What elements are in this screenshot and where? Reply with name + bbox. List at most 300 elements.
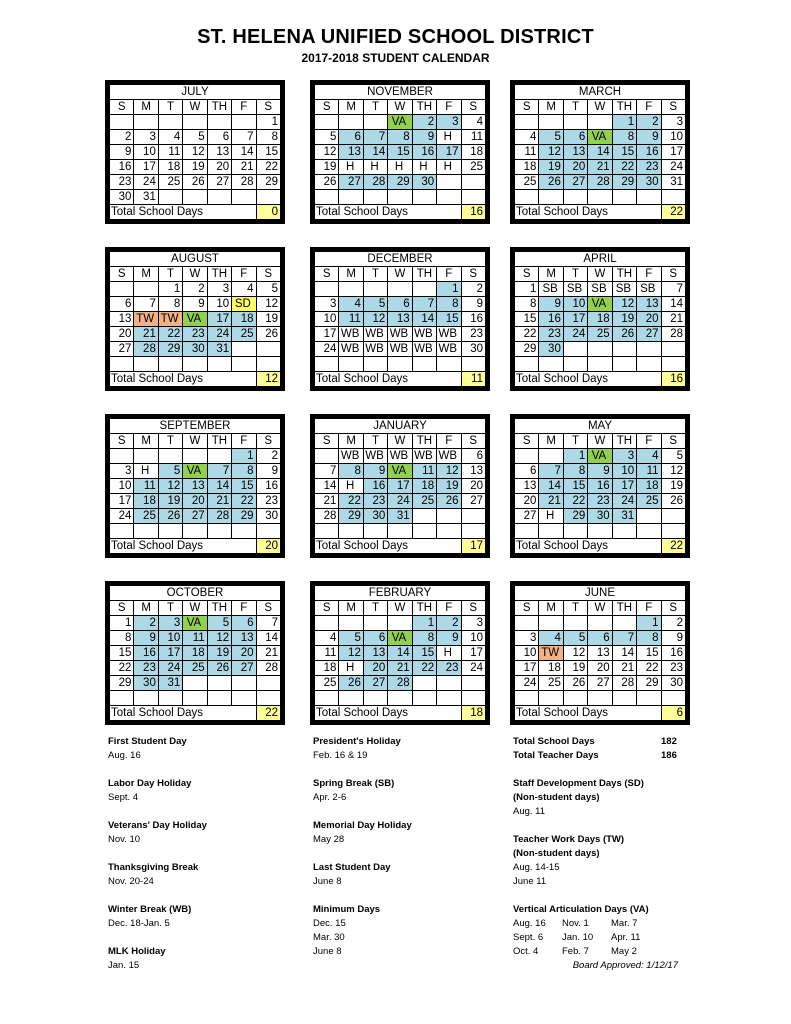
day-cell: 27 (183, 509, 207, 524)
day-cell: WB (412, 342, 436, 357)
day-cell (637, 691, 661, 706)
day-cell (134, 357, 158, 372)
day-cell (315, 282, 339, 297)
note-block (313, 861, 493, 889)
month-name: NOVEMBER (315, 85, 486, 100)
day-cell: 24 (563, 327, 587, 342)
day-of-week-header: S (315, 434, 339, 449)
day-of-week-header: T (158, 267, 182, 282)
day-cell: 29 (388, 175, 412, 190)
day-cell: 9 (412, 130, 436, 145)
day-cell: 14 (315, 479, 339, 494)
day-cell: 26 (563, 676, 587, 691)
day-cell (661, 342, 685, 357)
day-cell: 27 (588, 676, 612, 691)
day-cell: 26 (612, 327, 636, 342)
day-cell (388, 691, 412, 706)
day-cell: 17 (515, 661, 539, 676)
day-of-week-header: S (315, 100, 339, 115)
day-cell: VA (388, 631, 412, 646)
day-cell (315, 190, 339, 205)
tw-title: Teacher Work Days (TW) (513, 834, 625, 845)
day-cell: 20 (637, 312, 661, 327)
note-title: MLK Holiday (108, 946, 166, 957)
day-cell: 22 (637, 661, 661, 676)
day-cell (539, 524, 563, 539)
month-august (105, 247, 285, 391)
day-cell (437, 676, 461, 691)
day-cell: 9 (437, 631, 461, 646)
day-cell (637, 509, 661, 524)
total-school-days-value: 16 (461, 205, 485, 220)
day-cell (661, 691, 685, 706)
day-cell: 14 (256, 631, 280, 646)
day-cell: 24 (461, 661, 485, 676)
day-cell: 29 (563, 509, 587, 524)
day-cell: 22 (158, 327, 182, 342)
day-of-week-header: F (437, 434, 461, 449)
day-cell: 24 (134, 175, 158, 190)
day-cell (461, 357, 485, 372)
day-cell: 22 (612, 160, 636, 175)
va-date: Jan. 10 (562, 932, 594, 943)
day-cell: 5 (256, 282, 280, 297)
day-cell: 6 (207, 130, 231, 145)
day-cell: 29 (339, 509, 363, 524)
day-of-week-header: W (183, 100, 207, 115)
day-cell (661, 509, 685, 524)
month-name: AUGUST (110, 252, 281, 267)
day-cell: 22 (412, 661, 436, 676)
month-name: SEPTEMBER (110, 419, 281, 434)
day-cell: 2 (256, 449, 280, 464)
day-of-week-header: M (539, 267, 563, 282)
day-cell: 7 (539, 464, 563, 479)
day-cell: 10 (515, 646, 539, 661)
day-cell (232, 357, 256, 372)
day-cell (563, 342, 587, 357)
day-cell (515, 524, 539, 539)
day-cell: 30 (539, 342, 563, 357)
note-date: Sept. 4 (108, 792, 139, 803)
day-cell: 6 (515, 464, 539, 479)
day-of-week-header: TH (612, 267, 636, 282)
day-of-week-header: M (134, 601, 158, 616)
day-cell (339, 357, 363, 372)
day-cell: 22 (339, 494, 363, 509)
month-march (510, 80, 690, 224)
note-block (313, 819, 493, 847)
day-cell (134, 524, 158, 539)
day-cell: 26 (207, 661, 231, 676)
day-of-week-header: F (232, 601, 256, 616)
day-cell (363, 282, 387, 297)
day-cell: 15 (437, 312, 461, 327)
day-cell: 30 (134, 676, 158, 691)
day-cell: 17 (461, 646, 485, 661)
day-cell (315, 616, 339, 631)
day-cell: 29 (232, 509, 256, 524)
day-cell (563, 524, 587, 539)
day-of-week-header: F (437, 267, 461, 282)
day-cell (363, 524, 387, 539)
total-school-days-label: Total School Days (315, 706, 462, 721)
month-november (310, 80, 490, 224)
total-school-days-value: 22 (661, 205, 685, 220)
day-cell (183, 676, 207, 691)
day-cell: 16 (539, 312, 563, 327)
day-cell: 18 (134, 494, 158, 509)
day-cell (388, 190, 412, 205)
day-cell: 9 (256, 464, 280, 479)
day-cell: 28 (388, 676, 412, 691)
day-cell: WB (437, 449, 461, 464)
tw-date: June 11 (513, 876, 547, 887)
day-cell: 19 (437, 479, 461, 494)
day-cell: 9 (134, 631, 158, 646)
day-cell: WB (339, 449, 363, 464)
notes-column-1 (108, 735, 288, 987)
day-cell (637, 190, 661, 205)
note-block (313, 777, 493, 805)
day-cell: 4 (539, 631, 563, 646)
tw-date: Aug. 14-15 (513, 862, 560, 873)
day-cell: 1 (232, 449, 256, 464)
day-cell: 9 (588, 464, 612, 479)
tw-subtitle: (Non-student days) (513, 848, 600, 859)
day-cell: 17 (563, 312, 587, 327)
day-cell: H (134, 464, 158, 479)
day-cell: 22 (563, 494, 587, 509)
total-school-days-value: 16 (661, 372, 685, 387)
day-of-week-header: F (637, 434, 661, 449)
note-date: Mar. 30 (313, 932, 345, 943)
day-cell: 28 (612, 676, 636, 691)
day-cell: 27 (563, 175, 587, 190)
day-cell: 21 (388, 661, 412, 676)
day-cell: 18 (539, 661, 563, 676)
day-cell: 27 (339, 175, 363, 190)
day-cell: 13 (183, 479, 207, 494)
day-cell: SB (612, 282, 636, 297)
day-cell: H (437, 130, 461, 145)
day-cell: H (363, 160, 387, 175)
day-cell: 16 (256, 479, 280, 494)
day-cell: 12 (437, 464, 461, 479)
day-cell (588, 524, 612, 539)
day-cell: 28 (256, 661, 280, 676)
day-cell (363, 691, 387, 706)
day-cell: 21 (256, 646, 280, 661)
day-cell: 9 (110, 145, 134, 160)
day-of-week-header: S (256, 267, 280, 282)
day-cell: 21 (232, 160, 256, 175)
day-cell: 3 (110, 464, 134, 479)
day-cell: 23 (661, 661, 685, 676)
day-cell: 31 (158, 676, 182, 691)
day-cell: 7 (661, 282, 685, 297)
day-cell: 7 (612, 631, 636, 646)
day-cell: 1 (437, 282, 461, 297)
day-cell: WB (388, 327, 412, 342)
day-cell: 21 (134, 327, 158, 342)
day-cell: 27 (207, 175, 231, 190)
day-of-week-header: W (388, 267, 412, 282)
day-cell: 8 (612, 130, 636, 145)
day-cell: 11 (637, 464, 661, 479)
month-october (105, 581, 285, 725)
day-of-week-header: TH (612, 434, 636, 449)
day-cell: 20 (461, 479, 485, 494)
day-cell (158, 357, 182, 372)
day-cell (256, 691, 280, 706)
day-cell: 4 (515, 130, 539, 145)
day-cell: 14 (412, 312, 436, 327)
day-cell: 10 (158, 631, 182, 646)
day-cell (207, 190, 231, 205)
day-cell: 19 (158, 494, 182, 509)
day-cell: 12 (661, 464, 685, 479)
day-cell: 16 (461, 312, 485, 327)
day-cell: 15 (232, 479, 256, 494)
note-block (108, 735, 288, 763)
day-cell (363, 616, 387, 631)
day-cell (388, 357, 412, 372)
day-cell: 20 (363, 661, 387, 676)
day-cell: 17 (661, 145, 685, 160)
day-cell (661, 357, 685, 372)
day-cell: 9 (363, 464, 387, 479)
total-school-days-label: Total School Days (515, 539, 662, 554)
day-cell: 25 (588, 327, 612, 342)
month-june (510, 581, 690, 725)
day-cell: WB (437, 342, 461, 357)
day-cell (661, 524, 685, 539)
day-cell: 19 (207, 646, 231, 661)
day-cell: 8 (256, 130, 280, 145)
day-cell: 13 (339, 145, 363, 160)
day-cell (315, 524, 339, 539)
day-cell: 24 (661, 160, 685, 175)
day-of-week-header: W (588, 434, 612, 449)
day-cell (437, 357, 461, 372)
day-cell: 8 (158, 297, 182, 312)
day-cell: 6 (232, 616, 256, 631)
day-cell (637, 357, 661, 372)
day-cell: 26 (437, 494, 461, 509)
day-cell: 17 (612, 479, 636, 494)
day-of-week-header: S (256, 100, 280, 115)
day-cell (183, 449, 207, 464)
day-cell (339, 190, 363, 205)
day-cell (437, 524, 461, 539)
day-cell: 27 (363, 676, 387, 691)
day-cell: 20 (232, 646, 256, 661)
day-cell: 15 (110, 646, 134, 661)
day-cell (207, 676, 231, 691)
day-cell: 26 (256, 327, 280, 342)
day-of-week-header: TH (207, 267, 231, 282)
day-cell: 20 (515, 494, 539, 509)
note-title: Veterans' Day Holiday (108, 820, 207, 831)
note-date: Feb. 16 & 19 (313, 750, 368, 761)
note-date: Dec. 15 (313, 918, 346, 929)
day-of-week-header: S (461, 601, 485, 616)
note-block (313, 735, 493, 763)
day-cell: 14 (539, 479, 563, 494)
day-cell (339, 524, 363, 539)
note-block (108, 945, 288, 973)
day-cell: 25 (134, 509, 158, 524)
day-cell: 6 (563, 130, 587, 145)
day-cell (256, 190, 280, 205)
day-cell: 14 (388, 646, 412, 661)
day-cell: 30 (256, 509, 280, 524)
day-cell: 24 (388, 494, 412, 509)
total-school-days-label: Total School Days (515, 372, 662, 387)
day-of-week-header: F (232, 267, 256, 282)
day-cell: 18 (515, 160, 539, 175)
day-cell: 30 (637, 175, 661, 190)
day-cell: 25 (461, 160, 485, 175)
day-cell (461, 190, 485, 205)
day-cell: 1 (412, 616, 436, 631)
day-cell: 18 (183, 646, 207, 661)
day-cell: 17 (207, 312, 231, 327)
day-cell: 12 (158, 479, 182, 494)
day-cell: VA (388, 115, 412, 130)
day-of-week-header: F (437, 601, 461, 616)
day-cell: 9 (183, 297, 207, 312)
day-cell: 8 (563, 464, 587, 479)
day-cell (661, 190, 685, 205)
day-cell: 18 (461, 145, 485, 160)
day-cell (588, 342, 612, 357)
day-cell (110, 691, 134, 706)
total-school-days-label: Total School Days (110, 205, 257, 220)
day-cell: 23 (461, 327, 485, 342)
day-cell: 24 (612, 494, 636, 509)
day-cell: H (339, 661, 363, 676)
day-cell: 30 (661, 676, 685, 691)
note-date: Aug. 16 (108, 750, 141, 761)
day-cell (232, 190, 256, 205)
day-cell: 12 (339, 646, 363, 661)
total-school-days-label: Total School Days (315, 205, 462, 220)
note-date: Nov. 10 (108, 834, 141, 845)
day-cell: VA (388, 464, 412, 479)
day-cell: VA (183, 464, 207, 479)
day-cell: 23 (183, 327, 207, 342)
day-cell: 12 (183, 145, 207, 160)
day-cell (588, 357, 612, 372)
day-cell: 6 (461, 449, 485, 464)
day-of-week-header: T (158, 601, 182, 616)
day-cell: 7 (232, 130, 256, 145)
day-cell: 28 (315, 509, 339, 524)
day-cell: 2 (461, 282, 485, 297)
day-cell (412, 357, 436, 372)
day-cell: WB (363, 327, 387, 342)
day-of-week-header: W (183, 434, 207, 449)
day-cell (339, 115, 363, 130)
day-cell: 21 (612, 661, 636, 676)
day-cell: VA (588, 449, 612, 464)
day-cell: 8 (388, 130, 412, 145)
day-cell: 10 (110, 479, 134, 494)
day-cell: 4 (315, 631, 339, 646)
day-cell: 13 (207, 145, 231, 160)
day-of-week-header: M (339, 434, 363, 449)
day-cell: 8 (232, 464, 256, 479)
day-cell (315, 691, 339, 706)
note-title: President's Holiday (313, 736, 401, 747)
day-cell: 25 (539, 676, 563, 691)
total-school-days-row (513, 735, 683, 749)
day-cell: WB (363, 342, 387, 357)
total-school-days-label: Total School Days (110, 539, 257, 554)
day-cell: WB (388, 449, 412, 464)
day-cell: 5 (563, 631, 587, 646)
day-cell: 1 (612, 115, 636, 130)
day-cell (588, 115, 612, 130)
day-cell (110, 357, 134, 372)
day-cell: 30 (412, 175, 436, 190)
day-cell: 5 (158, 464, 182, 479)
day-cell (110, 282, 134, 297)
day-of-week-header: TH (207, 601, 231, 616)
day-cell: WB (437, 327, 461, 342)
day-of-week-header: S (110, 267, 134, 282)
day-cell: 29 (110, 676, 134, 691)
day-cell: 11 (412, 464, 436, 479)
day-cell: 8 (110, 631, 134, 646)
day-cell: 4 (637, 449, 661, 464)
day-cell: 17 (437, 145, 461, 160)
day-cell: 31 (661, 175, 685, 190)
day-cell: 28 (207, 509, 231, 524)
day-cell (315, 357, 339, 372)
day-of-week-header: F (637, 267, 661, 282)
day-cell: 7 (134, 297, 158, 312)
day-of-week-header: W (388, 601, 412, 616)
total-school-days-label: Total School Days (110, 372, 257, 387)
day-cell (256, 357, 280, 372)
day-cell: 1 (515, 282, 539, 297)
month-name: MARCH (515, 85, 686, 100)
day-of-week-header: T (563, 434, 587, 449)
day-of-week-header: M (539, 100, 563, 115)
day-of-week-header: T (363, 267, 387, 282)
day-cell: 8 (515, 297, 539, 312)
day-cell: 23 (363, 494, 387, 509)
day-cell: 28 (661, 327, 685, 342)
day-cell: 20 (183, 494, 207, 509)
note-date: Nov. 20-24 (108, 876, 154, 887)
day-cell (158, 449, 182, 464)
day-cell: 26 (661, 494, 685, 509)
day-cell: 17 (158, 646, 182, 661)
day-cell: 11 (158, 145, 182, 160)
day-cell (612, 342, 636, 357)
day-of-week-header: T (363, 601, 387, 616)
day-cell: 20 (207, 160, 231, 175)
day-cell: 3 (134, 130, 158, 145)
day-cell: 28 (232, 175, 256, 190)
day-cell: 7 (315, 464, 339, 479)
total-school-days-label: Total School Days (110, 706, 257, 721)
day-cell: 13 (515, 479, 539, 494)
